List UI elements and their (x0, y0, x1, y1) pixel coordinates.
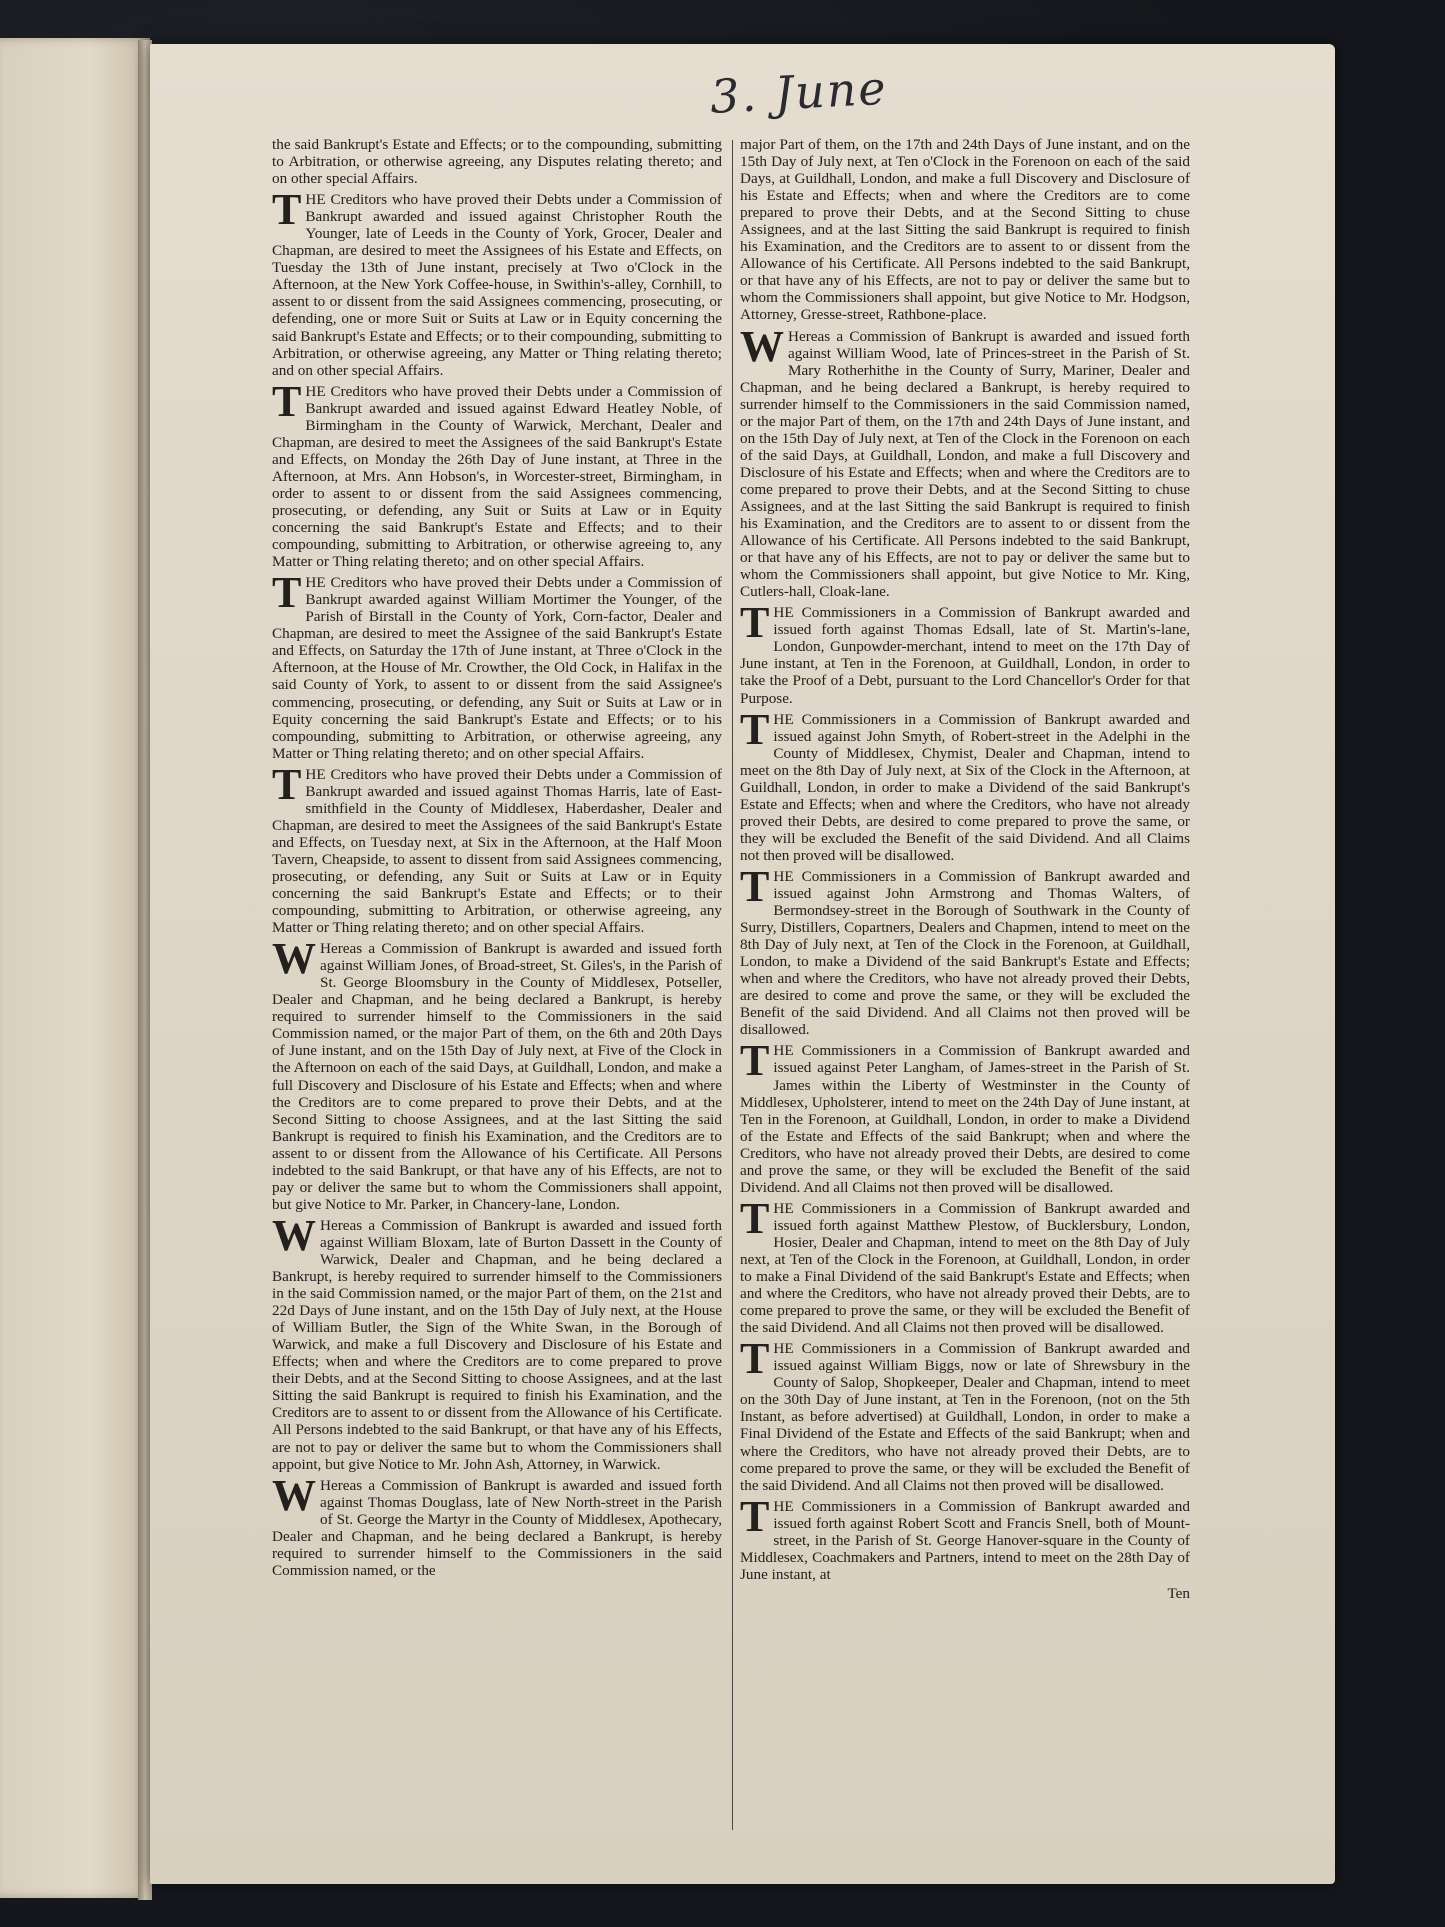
handwritten-date: 3. June (708, 60, 889, 124)
drop-cap: T (272, 376, 302, 426)
notice-paragraph (272, 1470, 722, 1579)
drop-cap: W (740, 321, 784, 371)
notice-text: the said Bankrupt's Estate and Effects; or to the compounding, submitting to Arbitration, or otherwise agreeing, any Disputes relating thereto; and on other special Affairs. (272, 136, 722, 188)
notice-text: HE Commissioners in a Commission of Bankrupt awarded and issued forth against Thomas Edsall, late of St. Martin's-lane, London, Gunpowder-merchant, intend to meet on the 17th Day of June instant, at Ten in the Forenoon, at Guildhall, London, in order to take the Proof of a Debt, pursuant to the Lord Chancellor's Order for that Purpose. (740, 604, 1190, 707)
notice-paragraph (740, 1193, 1190, 1337)
notice-paragraph (272, 1210, 722, 1473)
drop-cap: W (272, 1210, 316, 1260)
catchword: Ten (1167, 1584, 1190, 1602)
drop-cap: T (740, 598, 770, 648)
notice-text: HE Creditors who have proved their Debts under a Commission of Bankrupt awarded and issued against Christopher Routh the Younger, late of Leeds in the County of York, Grocer, Dealer and Chapman, are desired to meet the Assignees of his Estate and Effects, on Tuesday the 13th of June instant, precisely at Two o'Clock in the Afternoon, at the New York Coffee-house, in Swithin's-alley, Cornhill, to assent to or dissent from the said Assignees commencing, prosecuting, or defending, one or more Suit or Suits at Law or in Equity concerning the said Bankrupt's Estate and Effects; or to their compounding, submitting to Arbitration, or otherwise agreeing, any Matter or Thing relating thereto; and on other special Affairs. (272, 191, 722, 379)
notice-paragraph (740, 1491, 1190, 1583)
drop-cap: T (272, 759, 302, 809)
notice-text: Hereas a Commission of Bankrupt is awarded and issued forth against William Bloxam, late of Burton Dassett in the County of Warwick, Dealer and Chapman, and he being declared a Bankrupt, is hereby required to surrender himself to the Commissioners in the said Commission named, or the major Part of them, on the 21st and 22d Days of June instant, and on the 15th Day of July next, at the House of William Butler, the Sign of the White Swan, in the Borough of Warwick, and make a full Discovery and Disclosure of his Estate and Effects; when and where the Creditors are to come prepared to prove their Debts, and at the Second Sitting to choose Assignees, and at the last Sitting the said Bankrupt is required to finish his Examination, and the Creditors are to assent to or dissent from the Allowance of his Certificate. All Persons indebted to the said Bankrupt, or that have any of his Effects, are not to pay or deliver the same but to whom the Commissioners shall appoint, but give Notice to Mr. John Ash, Attorney, in Warwick. (272, 1216, 722, 1473)
notice-text: HE Commissioners in a Commission of Bankrupt awarded and issued against John Armstrong and Thomas Walters, of Bermondsey-street in the Borough of Southwark in the County of Surry, Distillers, Copartners, Dealers and Chapmen, intend to meet on the 8th Day of July next, at Ten of the Clock in the Forenoon, at Guildhall, London, to make a Dividend of the said Bankrupt's Estate and Effects; when and where the Creditors, who have not already proved their Debts, are desired to come and prove the same, or they will be excluded the Benefit of the said Dividend. And all Claims not then proved will be disallowed. (740, 867, 1190, 1039)
right-column (740, 136, 1190, 1602)
notice-paragraph (740, 598, 1190, 707)
notice-text: HE Commissioners in a Commission of Bankrupt awarded and issued against John Smyth, of Robert-street in the Adelphi in the County of Middlesex, Chymist, Dealer and Chapman, intend to meet on the 8th Day of July next, at Six of the Clock in the Afternoon, at Guildhall, London, in order to make a Dividend of the said Bankrupt's Estate and Effects; when and where the Creditors, who have not already proved their Debts, are desired to come prepared to prove the same, or they will be excluded the Benefit of the said Dividend. And all Claims not then proved will be disallowed. (740, 710, 1190, 864)
notice-paragraph (740, 136, 1190, 324)
notice-paragraph (272, 759, 722, 937)
notice-paragraph (740, 704, 1190, 864)
notice-text: HE Creditors who have proved their Debts under a Commission of Bankrupt awarded against William Mortimer the Younger, of the Parish of Birstall in the County of York, Corn-factor, Dealer and Chapman, are desired to meet the Assignee of the said Bankrupt's Estate and Effects, on Saturday the 17th of June instant, at Three o'Clock in the Afternoon, at the House of Mr. Crowther, the Old Cock, in Halifax in the said County of York, to assent to or dissent from the said Assignee's commencing, prosecuting, or defending, any Suit or Suits at Law or in Equity concerning the said Bankrupt's Estate and Effects; or to his compounding, submitting to Arbitration, or otherwise agreeing, any Matter or Thing relating thereto; and on other special Affairs. (272, 574, 722, 762)
notice-text: Hereas a Commission of Bankrupt is awarded and issued forth against Thomas Douglass, late of New North-street in the Parish of St. George the Martyr in the County of Middlesex, Apothecary, Dealer and Chapman, and he being declared a Bankrupt, is hereby required to surrender himself to the Commissioners in the said Commission named, or the (272, 1476, 722, 1579)
notice-paragraph (740, 1334, 1190, 1494)
newspaper-page (150, 44, 1335, 1884)
column-rule (732, 140, 733, 1830)
notice-text: HE Commissioners in a Commission of Bankrupt awarded and issued forth against Robert Scott and Francis Snell, both of Mount-street, in the Parish of St. George Hanover-square in the County of Middlesex, Coachmakers and Partners, intend to meet on the 28th Day of June instant, at (740, 1497, 1190, 1583)
drop-cap: T (272, 568, 302, 618)
drop-cap: T (740, 1491, 770, 1541)
notice-paragraph (272, 185, 722, 379)
notice-text: HE Creditors who have proved their Debts under a Commission of Bankrupt awarded and issued against Thomas Harris, late of East-smithfield in the County of Middlesex, Haberdasher, Dealer and Chapman, are desired to meet the Assignees of the said Bankrupt's Estate and Effects, on Tuesday next, at Six in the Afternoon, at the Half Moon Tavern, Cheapside, to assent to dissent from said Assignees commencing, prosecuting, or defending, any Suit or Suits at Law or in Equity concerning the said Bankrupt's Estate and Effects; or to their compounding, submitting to Arbitration, or otherwise agreeing, any Matter or Thing relating thereto; and on other special Affairs. (272, 765, 722, 937)
notice-text: Hereas a Commission of Bankrupt is awarded and issued forth against William Wood, late of Princes-street in the Parish of St. Mary Rotherhithe in the County of Surry, Mariner, Dealer and Chapman, and he being declared a Bankrupt, is hereby required to surrender himself to the Commissioners in the said Commission named, or the major Part of them, on the 17th and 24th Days of June instant, and on the 15th Day of July next, at Ten of the Clock in the Forenoon on each of the said Days, at Guildhall, London, and make a full Discovery and Disclosure of his Estate and Effects; when and where the Creditors are to come prepared to prove their Debts, and at the Second Sitting to chuse Assignees, and at the last Sitting the said Bankrupt is required to finish his Examination, and the Creditors are to assent to or dissent from the Allowance of his Certificate. All Persons indebted to the said Bankrupt, or that have any of his Effects, are not to pay or deliver the same but to whom the Commissioners shall appoint, but give Notice to Mr. King, Cutlers-hall, Cloak-lane. (740, 327, 1190, 601)
drop-cap: T (740, 1193, 770, 1243)
notice-text: HE Commissioners in a Commission of Bankrupt awarded and issued against William Biggs, now or late of Shrewsbury in the County of Salop, Shopkeeper, Dealer and Chapman, intend to meet on the 30th Day of June instant, at Ten in the Forenoon, (not on the 5th Instant, as before advertised) at Guildhall, London, in order to make a Final Dividend of the Estate and Effects of the said Bankrupt; when and where the Creditors, who have not already proved their Debts, are to come prepared to prove the same, or they will be excluded the Benefit of the said Dividend. And all Claims not then proved will be disallowed. (740, 1340, 1190, 1494)
notice-text: HE Commissioners in a Commission of Bankrupt awarded and issued forth against Matthew Plestow, of Bucklersbury, London, Hosier, Dealer and Chapman, intend to meet on the 8th Day of July next, at Ten of the Clock in the Forenoon, at Guildhall, London, in order to make a Final Dividend of the said Bankrupt's Estate and Effects; when and where the Creditors, who have not already proved their Debts, are to come prepared to prove the same, or they will be excluded the Benefit of the said Dividend. And all Claims not then proved will be disallowed. (740, 1199, 1190, 1337)
notice-paragraph (740, 1036, 1190, 1196)
notice-paragraph (740, 321, 1190, 601)
notice-text: Hereas a Commission of Bankrupt is awarded and issued forth against William Jones, of Broad-street, St. Giles's, in the Parish of St. George Bloomsbury in the County of Middlesex, Potseller, Dealer and Chapman, and he being declared a Bankrupt, is hereby required to surrender himself to the Commissioners in the said Commission named, or the major Part of them, on the 6th and 20th Days of June instant, and on the 15th Day of July next, at Five of the Clock in the Afternoon on each of the said Days, at Guildhall, London, and make a full Discovery and Disclosure of his Estate and Effects; when and where the Creditors are to come prepared to prove their Debts, and at the Second Sitting to choose Assignees, and at the last Sitting the said Bankrupt is required to finish his Examination, and the Creditors are to assent to or dissent from the Allowance of his Certificate. All Persons indebted to the said Bankrupt, or that have any of his Effects, are not to pay or deliver the same but to whom the Commissioners shall appoint, but give Notice to Mr. Parker, in Chancery-lane, London. (272, 940, 722, 1213)
drop-cap: W (272, 1470, 316, 1520)
notice-text: major Part of them, on the 17th and 24th Days of June instant, and on the 15th Day of July next, at Ten o'Clock in the Forenoon on each of the said Days, at Guildhall, London, and make a full Discovery and Disclosure of his Estate and Effects; when and where the Creditors are to come prepared to prove their Debts, and at the Second Sitting to chuse Assignees, and at the last Sitting the said Bankrupt is required to finish his Examination, and the Creditors are to assent to or dissent from the Allowance of his Certificate. All Persons indebted to the said Bankrupt, or that have any of his Effects, are not to pay or deliver the same but to whom the Commissioners shall appoint, but give Notice to Mr. Hodgson, Attorney, Gresse-street, Rathbone-place. (740, 136, 1190, 324)
left-facing-page (0, 38, 150, 1898)
drop-cap: T (740, 704, 770, 754)
notice-text: HE Creditors who have proved their Debts under a Commission of Bankrupt awarded and issued against Edward Heatley Noble, of Birmingham in the County of Warwick, Merchant, Dealer and Chapman, are desired to meet the Assignees of the said Bankrupt's Estate and Effects, on Monday the 26th Day of June instant, at Three in the Afternoon, at Mrs. Ann Hobson's, in Worcester-street, Birmingham, in order to assent to or dissent from the said Assignees commencing, prosecuting, or defending, any Suit or Suits at Law or in Equity concerning the said Bankrupt's Estate and Effects; and to their compounding, submitting to Arbitration, or otherwise agreeing to, any Matter or Thing relating thereto; and on other special Affairs. (272, 382, 722, 571)
drop-cap: T (740, 861, 770, 911)
notice-paragraph (740, 861, 1190, 1039)
drop-cap: T (740, 1334, 770, 1384)
left-column (272, 136, 722, 1583)
drop-cap: T (740, 1036, 770, 1086)
notice-paragraph (272, 136, 722, 187)
notice-text: HE Commissioners in a Commission of Bankrupt awarded and issued against Peter Langham, of James-street in the Parish of St. James within the Liberty of Westminster in the County of Middlesex, Upholsterer, intend to meet on the 24th Day of June instant, at Ten in the Forenoon, at Guildhall, London, in order to make a Dividend of the Estate and Effects of the said Bankrupt; when and where the Creditors, who have not already proved their Debts, are desired to come and prove the same, or they will be excluded the Benefit of the said Dividend. And all Claims not then proved will be disallowed. (740, 1042, 1190, 1196)
drop-cap: T (272, 185, 302, 235)
notice-paragraph (272, 568, 722, 762)
notice-paragraph (272, 934, 722, 1213)
drop-cap: W (272, 934, 316, 984)
notice-paragraph (272, 376, 722, 571)
